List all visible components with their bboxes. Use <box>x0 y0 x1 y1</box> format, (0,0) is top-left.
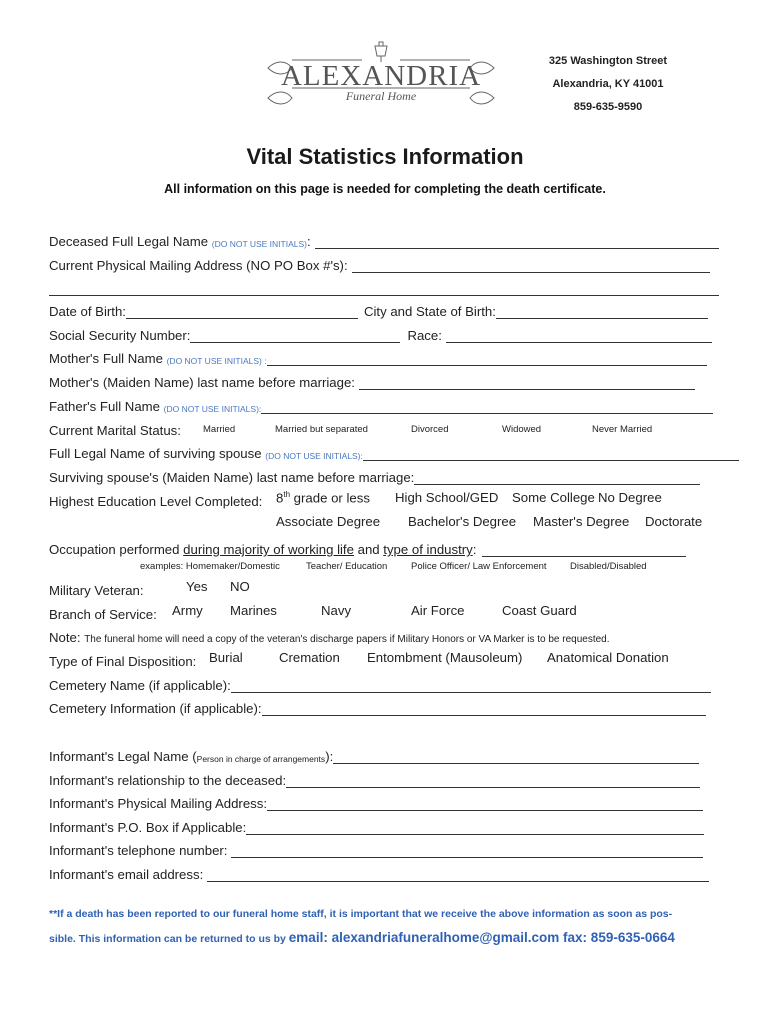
footer-note-line2 <box>49 930 675 945</box>
education-8th-sup: th <box>283 490 291 499</box>
veteran-option-yes[interactable]: Yes <box>186 579 208 594</box>
occupation-label-a: Occupation performed <box>49 542 180 557</box>
cemetery-info-row <box>49 696 706 716</box>
spouse-name-label: Full Legal Name of surviving spouse <box>49 446 262 461</box>
occupation-label-d: type of industry <box>383 542 473 557</box>
disposition-label: Type of Final Disposition: <box>49 654 197 669</box>
marital-option-widowed[interactable]: Widowed <box>502 424 542 435</box>
cemetery-info-label: Cemetery Information (if applicable): <box>49 701 262 716</box>
informant-email-field[interactable] <box>207 868 709 882</box>
branch-label: Branch of Service: <box>49 607 157 622</box>
father-name-label: Father's Full Name <box>49 399 160 414</box>
occupation-label-e: : <box>472 542 477 557</box>
funeral-home-logo <box>262 38 500 110</box>
city-state-birth-label: City and State of Birth: <box>363 304 496 319</box>
race-label: Race: <box>407 328 442 343</box>
father-name-field[interactable] <box>261 400 713 414</box>
mother-name-field[interactable] <box>267 352 707 366</box>
spouse-maiden-label: Surviving spouse's (Maiden Name) last name before marriage: <box>49 470 415 485</box>
education-option-no-degree[interactable]: No Degree <box>598 490 662 505</box>
city-state-birth-field[interactable] <box>496 305 708 319</box>
informant-email-row <box>49 862 709 882</box>
informant-address-field[interactable] <box>267 797 703 811</box>
mailing-address-field[interactable] <box>352 259 710 273</box>
mother-maiden-row <box>49 370 695 390</box>
page-title: Vital Statistics Information <box>246 144 524 169</box>
branch-option-coast-guard[interactable]: Coast Guard <box>502 603 577 618</box>
occupation-example-3: Police Officer/ Law Enforcement <box>411 561 547 572</box>
dob-label: Date of Birth: <box>49 304 126 319</box>
informant-phone-row <box>49 838 703 858</box>
phone-number: 859-635-9590 <box>573 101 643 113</box>
spouse-maiden-row <box>49 465 700 485</box>
spouse-name-field[interactable] <box>363 447 739 461</box>
father-name-row <box>49 394 713 414</box>
spouse-maiden-field[interactable] <box>414 471 700 485</box>
marital-status-row <box>49 418 181 438</box>
veteran-label: Military Veteran: <box>49 583 144 598</box>
footer-note-line1: **If a death has been reported to our funeral home staff, it is important that we receive the above information as soon as pos- <box>49 908 673 920</box>
disposition-option-entombment[interactable]: Entombment (Mausoleum) <box>367 650 523 665</box>
education-option-some-college[interactable]: Some College <box>512 490 595 505</box>
birth-row <box>49 299 708 319</box>
informant-po-field[interactable] <box>246 821 704 835</box>
cemetery-info-field[interactable] <box>262 702 706 716</box>
cemetery-name-row <box>49 673 711 693</box>
education-option-bachelor[interactable]: Bachelor's Degree <box>408 514 517 529</box>
disposition-option-cremation[interactable]: Cremation <box>279 650 340 665</box>
occupation-label-c: and <box>357 542 380 557</box>
education-option-high-school[interactable]: High School/GED <box>395 490 499 505</box>
deceased-name-field[interactable] <box>315 235 719 249</box>
informant-relationship-row <box>49 768 700 788</box>
education-option-8th-grade[interactable] <box>276 490 370 505</box>
branch-row <box>49 602 157 622</box>
branch-option-army[interactable]: Army <box>172 603 203 618</box>
address-city: Alexandria, KY 41001 <box>552 78 664 90</box>
mailing-address-row-2 <box>49 276 719 296</box>
occupation-field[interactable] <box>482 543 686 557</box>
race-field[interactable] <box>446 329 712 343</box>
informant-phone-field[interactable] <box>231 844 703 858</box>
marital-option-separated[interactable]: Married but separated <box>275 424 368 435</box>
cemetery-name-label: Cemetery Name (if applicable): <box>49 678 231 693</box>
branch-option-air-force[interactable]: Air Force <box>411 603 465 618</box>
informant-address-label: Informant's Physical Mailing Address: <box>49 796 268 811</box>
education-8th-pre: 8 <box>276 490 284 506</box>
marital-option-married[interactable]: Married <box>203 424 236 435</box>
note-text: The funeral home will need a copy of the veteran's discharge papers if Military Honors or VA Marker is to be requested. <box>84 634 610 645</box>
occupation-label-b: during majority of working life <box>183 542 354 557</box>
deceased-name-label: Deceased Full Legal Name <box>49 234 209 249</box>
education-option-doctorate[interactable]: Doctorate <box>645 514 703 529</box>
disposition-option-anatomical[interactable]: Anatomical Donation <box>547 650 669 665</box>
contact-block <box>518 50 698 119</box>
ssn-row <box>49 323 712 343</box>
branch-option-marines[interactable]: Marines <box>230 603 277 618</box>
dob-field[interactable] <box>126 305 358 319</box>
occupation-example-1: examples: Homemaker/Domestic <box>140 561 280 572</box>
education-option-associate[interactable]: Associate Degree <box>276 514 381 529</box>
marital-option-never-married[interactable]: Never Married <box>592 424 653 435</box>
education-row <box>49 489 262 509</box>
spouse-name-row <box>49 441 739 461</box>
informant-email-label: Informant's email address: <box>49 867 204 882</box>
note-row <box>49 625 610 645</box>
informant-phone-label: Informant's telephone number: <box>49 843 228 858</box>
veteran-row <box>49 578 144 598</box>
education-label: Highest Education Level Completed: <box>49 494 263 509</box>
mother-name-label: Mother's Full Name <box>49 351 163 366</box>
branch-option-navy[interactable]: Navy <box>321 603 352 618</box>
cemetery-name-field[interactable] <box>231 679 711 693</box>
informant-address-row <box>49 791 703 811</box>
informant-name-label-b: ): <box>325 749 334 764</box>
disposition-row <box>49 649 196 669</box>
informant-po-label: Informant's P.O. Box if Applicable: <box>49 820 247 835</box>
deceased-name-note: (DO NOT USE INITIALS) <box>211 239 307 249</box>
mother-name-note: (DO NOT USE INITIALS) : <box>166 356 267 366</box>
occupation-example-2: Teacher/ Education <box>306 561 388 572</box>
occupation-row <box>49 537 686 557</box>
mother-name-row <box>49 346 707 366</box>
spouse-name-note: (DO NOT USE INITIALS): <box>265 451 363 461</box>
education-option-master[interactable]: Master's Degree <box>533 514 630 529</box>
disposition-option-burial[interactable]: Burial <box>209 650 243 665</box>
education-8th-post: grade or less <box>290 490 370 506</box>
informant-relationship-field[interactable] <box>286 774 700 788</box>
mailing-address-label: Current Physical Mailing Address (NO PO Box #'s): <box>49 258 348 273</box>
informant-relationship-label: Informant's relationship to the deceased: <box>49 773 287 788</box>
occupation-example-4: Disabled/Disabled <box>570 561 647 572</box>
ssn-field[interactable] <box>190 329 400 343</box>
address-street: 325 Washington Street <box>548 55 668 67</box>
mother-maiden-label: Mother's (Maiden Name) last name before marriage: <box>49 375 355 390</box>
mailing-address-row <box>49 253 710 273</box>
mailing-address-field-2[interactable] <box>49 282 719 296</box>
logo-brand-name: ALEXANDRIA <box>280 60 482 92</box>
marital-status-label: Current Marital Status: <box>49 423 181 438</box>
logo-brand-sub: Funeral Home <box>345 89 417 103</box>
informant-name-row <box>49 744 699 764</box>
informant-name-label-a: Informant's Legal Name ( <box>49 749 197 764</box>
marital-option-divorced[interactable]: Divorced <box>411 424 449 435</box>
mother-maiden-field[interactable] <box>359 376 695 390</box>
veteran-option-no[interactable]: NO <box>230 579 250 594</box>
deceased-name-row: Deceased Full Legal Name (DO NOT USE INITIALS) : <box>49 229 719 249</box>
footer-contact[interactable]: email: alexandriafuneralhome@gmail.com fax: 859-635-0664 <box>288 930 675 945</box>
informant-name-field[interactable] <box>333 750 699 764</box>
father-name-note: (DO NOT USE INITIALS): <box>163 404 262 414</box>
note-label: Note: <box>49 630 81 645</box>
ssn-label: Social Security Number: <box>49 328 191 343</box>
informant-name-note: Person in charge of arrangements <box>196 754 326 764</box>
page-subtitle: All information on this page is needed for completing the death certificate. <box>164 182 606 196</box>
informant-po-row <box>49 815 704 835</box>
footer-note-line2-text: sible. This information can be returned to us by <box>49 933 286 945</box>
